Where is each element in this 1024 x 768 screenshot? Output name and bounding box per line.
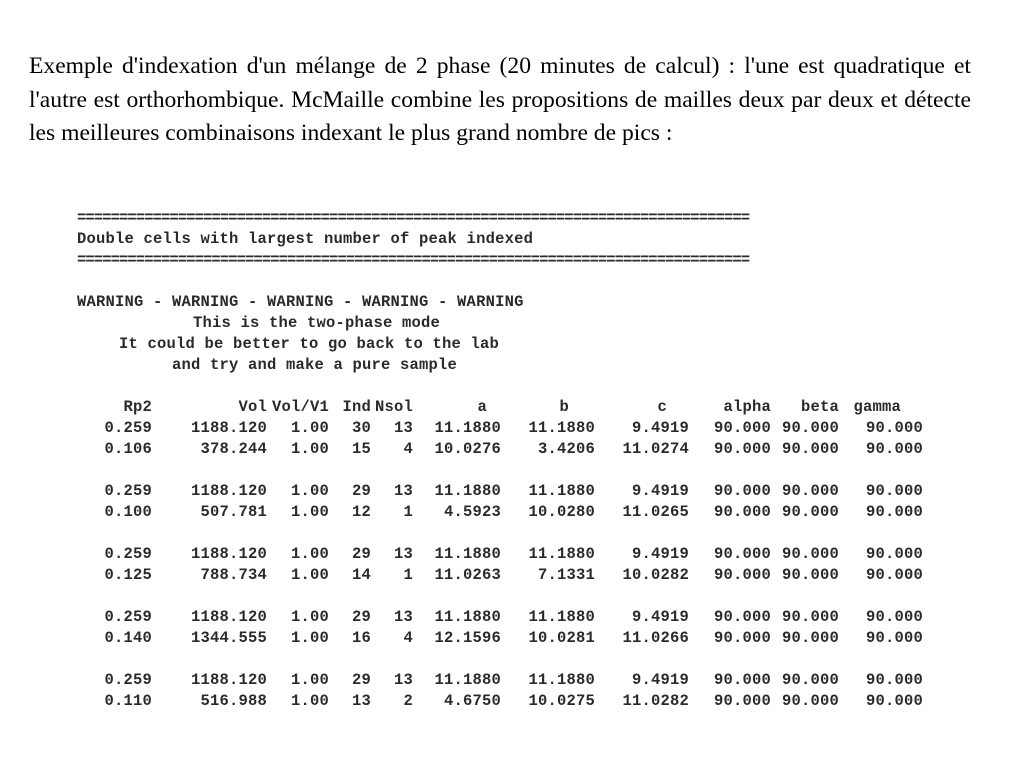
table-cell: 11.1880	[434, 671, 501, 689]
table-cell: 507.781	[200, 503, 267, 521]
header-cell: alpha	[723, 398, 771, 416]
table-cell: 9.4919	[631, 671, 689, 689]
table-cell: 12	[351, 503, 371, 521]
table-cell: 788.734	[200, 566, 267, 584]
table-cell: 11.1880	[528, 671, 595, 689]
table-cell: 0.140	[104, 629, 152, 647]
table-cell: 90.000	[781, 629, 839, 647]
table-cell: 11.0282	[622, 692, 689, 710]
table-cell: 13	[393, 545, 413, 563]
table-cell: 90.000	[713, 440, 771, 458]
table-cell: 11.1880	[434, 545, 501, 563]
blank-line	[77, 649, 957, 670]
table-row	[77, 670, 957, 691]
warning-line: It could be better to go back to the lab	[119, 335, 500, 353]
table-cell: 90.000	[713, 482, 771, 500]
header-cell: Vol	[238, 398, 267, 416]
table-cell: 90.000	[781, 482, 839, 500]
table-cell: 90.000	[713, 503, 771, 521]
table-cell: 10.0280	[528, 503, 595, 521]
table-cell: 15	[351, 440, 371, 458]
header-cell: a	[477, 398, 487, 416]
blank-line	[77, 586, 957, 607]
table-cell: 1.00	[290, 608, 329, 626]
table-cell: 11.1880	[528, 545, 595, 563]
table-cell: 11.1880	[528, 419, 595, 437]
table-cell: 1188.120	[190, 671, 267, 689]
header-cell: b	[559, 398, 569, 416]
table-cell: 9.4919	[631, 419, 689, 437]
table-cell: 90.000	[865, 440, 923, 458]
table-cell: 0.259	[104, 482, 152, 500]
table-cell: 9.4919	[631, 482, 689, 500]
table-cell: 378.244	[200, 440, 267, 458]
table-cell: 13	[393, 482, 413, 500]
table-cell: 0.125	[104, 566, 152, 584]
header-cell: beta	[800, 398, 839, 416]
header-cell: Ind	[342, 398, 371, 416]
table-cell: 16	[351, 629, 371, 647]
table-cell: 11.0265	[622, 503, 689, 521]
table-cell: 29	[351, 608, 371, 626]
table-cell: 90.000	[781, 692, 839, 710]
table-cell: 90.000	[781, 566, 839, 584]
blank-line	[77, 376, 957, 397]
table-cell: 4.6750	[443, 692, 501, 710]
table-cell: 9.4919	[631, 608, 689, 626]
blank-line	[77, 523, 957, 544]
table-cell: 1.00	[290, 419, 329, 437]
table-cell: 1.00	[290, 566, 329, 584]
table-cell: 90.000	[781, 419, 839, 437]
table-cell: 0.110	[104, 692, 152, 710]
table-cell: 90.000	[781, 440, 839, 458]
table-cell: 13	[393, 419, 413, 437]
table-cell: 90.000	[865, 545, 923, 563]
table-row	[77, 418, 957, 439]
table-cell: 90.000	[713, 608, 771, 626]
table-cell: 90.000	[713, 671, 771, 689]
table-cell: 90.000	[781, 608, 839, 626]
table-cell: 0.106	[104, 440, 152, 458]
table-cell: 90.000	[781, 671, 839, 689]
table-cell: 90.000	[865, 503, 923, 521]
table-cell: 14	[351, 566, 371, 584]
table-cell: 10.0275	[528, 692, 595, 710]
warning-line: This is the two-phase mode	[193, 314, 441, 332]
table-row	[77, 502, 957, 523]
caption-paragraph: Exemple d'indexation d'un mélange de 2 phase (20 minutes de calcul) : l'une est quadratique et l'autre est orthorhombique. McMaille combine les propositions de mailles deux par deux et détecte les meilleures combinaisons indexant le plus grand nombre de pics :	[29, 53, 971, 146]
table-row	[77, 565, 957, 586]
table-cell: 4.5923	[443, 503, 501, 521]
table-cell: 1.00	[290, 545, 329, 563]
table-cell: 1.00	[290, 671, 329, 689]
blank-line	[77, 460, 957, 481]
table-cell: 12.1596	[434, 629, 501, 647]
table-cell: 11.1880	[434, 419, 501, 437]
table-cell: 0.259	[104, 608, 152, 626]
table-cell: 29	[351, 545, 371, 563]
table-cell: 29	[351, 482, 371, 500]
table-cell: 9.4919	[631, 545, 689, 563]
table-cell: 1.00	[290, 692, 329, 710]
table-cell: 10.0276	[434, 440, 501, 458]
table-row	[77, 607, 957, 628]
header-cell: c	[657, 398, 667, 416]
table-cell: 13	[393, 608, 413, 626]
console-title: Double cells with largest number of peak indexed	[77, 230, 534, 248]
table-cell: 90.000	[865, 608, 923, 626]
table-cell: 1188.120	[190, 608, 267, 626]
table-row	[77, 544, 957, 565]
table-cell: 1188.120	[190, 545, 267, 563]
table-cell: 516.988	[200, 692, 267, 710]
table-cell: 0.259	[104, 671, 152, 689]
table-cell: 1344.555	[190, 629, 267, 647]
results-groups	[77, 418, 957, 712]
table-cell: 90.000	[865, 629, 923, 647]
table-cell: 10.0281	[528, 629, 595, 647]
table-cell: 11.1880	[528, 482, 595, 500]
table-cell: 11.0263	[434, 566, 501, 584]
table-cell: 13	[351, 692, 371, 710]
warning-line: WARNING - WARNING - WARNING - WARNING - WARNING	[77, 293, 524, 311]
table-cell: 11.1880	[434, 608, 501, 626]
table-cell: 1	[403, 566, 413, 584]
table-cell: 90.000	[865, 566, 923, 584]
table-cell: 90.000	[781, 503, 839, 521]
table-row	[77, 628, 957, 649]
separator-line: ================================================================================	[77, 251, 750, 269]
table-cell: 90.000	[781, 545, 839, 563]
table-cell: 90.000	[865, 692, 923, 710]
table-cell: 1.00	[290, 629, 329, 647]
table-cell: 1.00	[290, 482, 329, 500]
table-cell: 11.0274	[622, 440, 689, 458]
header-cell: gamma	[853, 398, 901, 416]
table-cell: 1.00	[290, 440, 329, 458]
table-cell: 13	[393, 671, 413, 689]
table-row	[77, 439, 957, 460]
table-cell: 90.000	[713, 419, 771, 437]
table-cell: 11.0266	[622, 629, 689, 647]
table-cell: 90.000	[713, 566, 771, 584]
table-cell: 0.100	[104, 503, 152, 521]
table-cell: 90.000	[865, 419, 923, 437]
table-cell: 1	[403, 503, 413, 521]
header-cell: Rp2	[123, 398, 152, 416]
table-cell: 90.000	[713, 692, 771, 710]
table-cell: 2	[403, 692, 413, 710]
table-cell: 1188.120	[190, 419, 267, 437]
table-cell: 0.259	[104, 419, 152, 437]
table-cell: 7.1331	[537, 566, 595, 584]
table-cell: 90.000	[713, 545, 771, 563]
table-cell: 0.259	[104, 545, 152, 563]
results-header-row	[77, 397, 957, 418]
table-cell: 90.000	[713, 629, 771, 647]
table-cell: 1.00	[290, 503, 329, 521]
table-cell: 4	[403, 440, 413, 458]
table-cell: 11.1880	[528, 608, 595, 626]
table-cell: 1188.120	[190, 482, 267, 500]
table-row	[77, 691, 957, 712]
table-cell: 29	[351, 671, 371, 689]
table-cell: 11.1880	[434, 482, 501, 500]
table-cell: 4	[403, 629, 413, 647]
table-cell: 90.000	[865, 482, 923, 500]
table-cell: 90.000	[865, 671, 923, 689]
console-output	[77, 208, 957, 712]
header-cell: Nsol	[374, 398, 413, 416]
separator-line: ================================================================================	[77, 209, 750, 227]
blank-line	[77, 271, 957, 292]
table-cell: 10.0282	[622, 566, 689, 584]
table-cell: 3.4206	[537, 440, 595, 458]
header-cell: Vol/V1	[271, 398, 329, 416]
table-row	[77, 481, 957, 502]
table-cell: 30	[351, 419, 371, 437]
warning-line: and try and make a pure sample	[172, 356, 458, 374]
